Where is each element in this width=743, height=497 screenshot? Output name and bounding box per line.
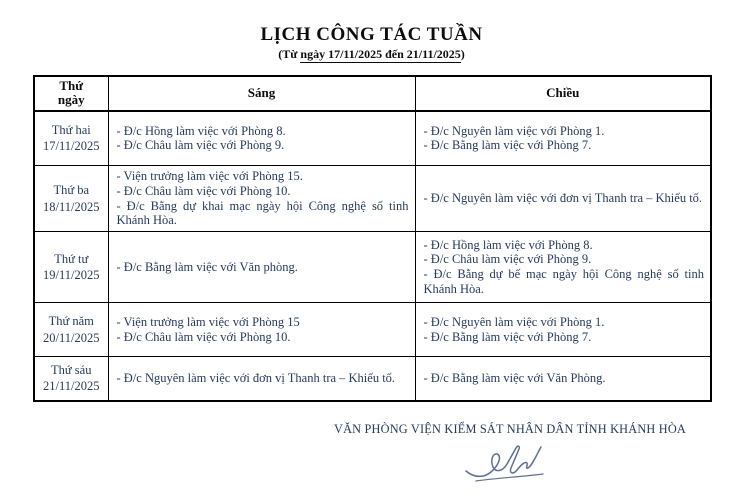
schedule-item: - Viện trưởng làm việc với Phòng 15 [116,314,300,329]
day-cell [34,357,108,401]
column-header-morning: Sáng [108,76,415,111]
table-row-wednesday [34,232,711,303]
afternoon-cell [415,232,711,303]
column-header-afternoon: Chiều [415,76,711,111]
handwritten-signature [325,441,695,491]
subtitle-suffix: ) [460,47,465,61]
column-header-day-line1: Thứ [59,78,84,93]
schedule-item: - Đ/c Hồng làm việc với Phòng 8. [116,123,286,138]
table-row-friday [34,357,711,401]
table-row-tuesday [34,166,711,232]
column-header-day-line2: ngày [57,92,85,108]
schedule-item: - Đ/c Châu làm việc với Phòng 10. [116,329,291,344]
schedule-item: - Đ/c Nguyên làm việc với Phòng 1. [423,314,605,329]
day-cell [34,303,108,357]
document-page [0,24,743,497]
signature-block [325,422,695,491]
day-cell [34,232,108,303]
day-name: Thứ ba [53,183,90,198]
day-date: 19/11/2025 [43,268,100,283]
afternoon-cell [415,357,711,401]
header-row [34,76,711,111]
afternoon-cell [415,111,711,166]
schedule-item: - Đ/c Bằng làm việc với Văn Phòng. [423,370,606,385]
schedule-item: - Đ/c Châu làm việc với Phòng 9. [116,138,285,153]
schedule-item: - Đ/c Bằng dự bế mạc ngày hội Công nghệ số tinh Khánh Hòa. [423,267,704,296]
schedule-item: - Đ/c Châu làm việc với Phòng 9. [423,252,592,267]
table-row-thursday [34,303,711,357]
signature-icon [460,441,560,491]
day-cell [34,166,108,232]
morning-cell [108,166,415,232]
morning-cell [108,357,415,401]
afternoon-cell [415,303,711,357]
table-row-monday [34,111,711,166]
morning-cell [108,303,415,357]
schedule-item: - Đ/c Hồng làm việc với Phòng 8. [423,237,593,252]
morning-cell [108,232,415,303]
date-range-subtitle [0,47,743,62]
morning-cell [108,111,415,166]
day-name: Thứ tư [54,251,89,266]
schedule-item: - Đ/c Bằng làm việc với Văn phòng. [116,259,298,274]
day-name: Thứ năm [48,314,94,329]
day-date: 20/11/2025 [43,330,100,345]
page-title: LỊCH CÔNG TÁC TUẦN [260,24,483,45]
column-header-day [34,76,108,111]
subtitle-date-range: ngày 17/11/2025 đến 21/11/2025 [300,47,461,61]
day-name: Thứ sáu [51,363,92,378]
office-name: VĂN PHÒNG VIỆN KIỂM SÁT NHÂN DÂN TỈNH KHÁNH HÒA [334,421,686,436]
weekly-schedule-table [33,75,712,402]
day-date: 21/11/2025 [43,379,100,394]
schedule-item: - Viện trưởng làm việc với Phòng 15. [116,169,303,184]
afternoon-cell [415,166,711,232]
day-cell [34,111,108,166]
schedule-item: - Đ/c Nguyên làm việc với đơn vị Thanh tra – Khiếu tố. [116,370,396,385]
day-date: 17/11/2025 [43,139,100,154]
subtitle-prefix: (Từ [278,47,301,61]
schedule-item: - Đ/c Bằng dự khai mạc ngày hội Công nghệ số tinh Khánh Hòa. [116,198,409,228]
schedule-item: - Đ/c Châu làm việc với Phòng 10. [116,183,291,198]
day-name: Thứ hai [51,123,91,138]
schedule-item: - Đ/c Nguyên làm việc với đơn vị Thanh tra – Khiếu tố. [423,191,703,206]
day-date: 18/11/2025 [43,199,100,214]
schedule-item: - Đ/c Bằng làm việc với Phòng 7. [423,329,592,344]
schedule-item: - Đ/c Nguyên làm việc với Phòng 1. [423,123,605,138]
schedule-item: - Đ/c Bằng làm việc với Phòng 7. [423,138,592,153]
